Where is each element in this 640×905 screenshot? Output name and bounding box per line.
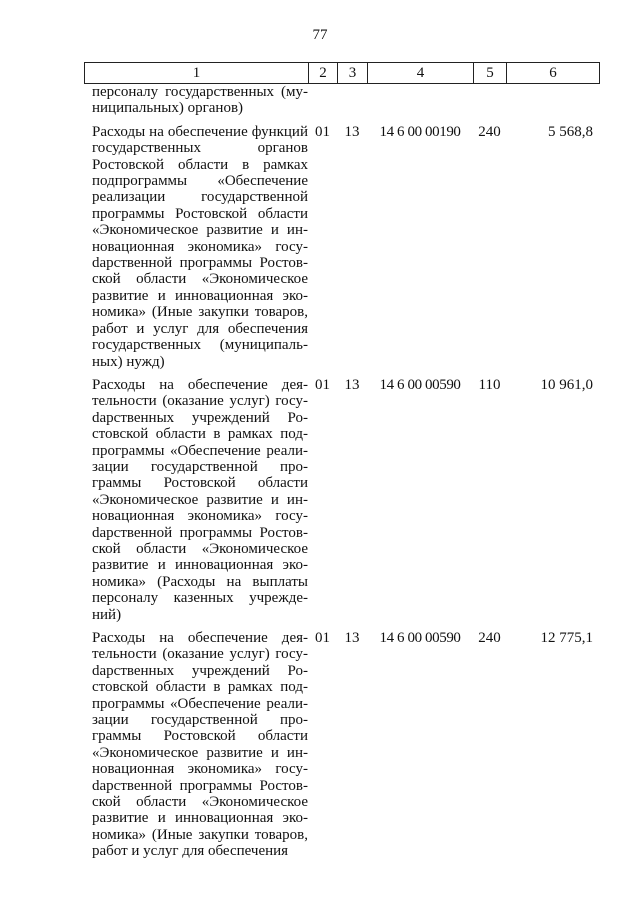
column-header-2: 2 <box>309 63 338 84</box>
row-subsection-code: 13 <box>344 376 360 393</box>
row-section-code <box>308 84 337 124</box>
row-target-article: 14 6 00 00590 <box>379 630 461 646</box>
row-expense-type <box>473 84 506 124</box>
row-expense-type: 240 <box>478 630 501 646</box>
row-expense-type: 110 <box>478 376 501 393</box>
table-row <box>84 124 599 377</box>
table-header <box>84 62 600 84</box>
row-amount: 5 568,8 <box>548 123 593 140</box>
row-target-article <box>367 84 473 124</box>
row-amount: 10 961,0 <box>540 376 593 393</box>
row-section-code: 01 <box>315 376 330 393</box>
column-header-4: 4 <box>368 63 474 84</box>
row-description: Расходы на обеспечение функций государственных органов Ростовской области в рамках подпрограммы «Обеспечение реализации государственной программы Ростовской области «Экономическое развитие и инновационная экономика» госуdарственной программы Ростовской области «Экономическое развитие и инновационная экономика» (Иные закупки товаров, работ и услуг для обеспечения государственных (муниципальных) нужд) <box>92 123 308 370</box>
header-row <box>85 63 600 84</box>
row-subsection-code: 13 <box>344 123 360 140</box>
row-amount <box>506 84 599 124</box>
row-subsection-code <box>337 84 367 124</box>
page-number: 77 <box>312 27 328 43</box>
row-description: Расходы на обеспечение деятельности (оказание услуг) госуdарственных учреждений Ростовской области в рамках подпрограммы «Обеспечение реализации государственной программы Ростовской области «Экономическое развитие и инновационная экономика» госуdарственной программы Ростовской области «Экономическое развитие и инновационная экономика» (Расходы на выплаты персоналу казенных учреждений) <box>92 376 308 623</box>
column-header-3: 3 <box>338 63 368 84</box>
budget-table <box>84 84 599 867</box>
column-header-6: 6 <box>507 63 600 84</box>
row-section-code: 01 <box>315 630 330 646</box>
row-expense-type: 240 <box>478 123 501 140</box>
row-description: персоналу государственных (муниципальных) органов) <box>92 84 308 117</box>
column-header-5: 5 <box>474 63 507 84</box>
table-row <box>84 84 599 124</box>
row-description: Расходы на обеспечение деятельности (оказание услуг) госуdарственных учреждений Ростовской области в рамках подпрограммы «Обеспечение реализации государственной программы Ростовской области «Экономическое развитие и инновационная экономика» госуdарственной программы Ростовской области «Экономическое развитие и инновационная экономика» (Иные закупки товаров, работ и услуг для обеспечения <box>92 630 308 860</box>
table-row <box>84 377 599 630</box>
row-amount: 12 775,1 <box>540 630 593 646</box>
row-subsection-code: 13 <box>344 630 360 646</box>
row-target-article: 14 6 00 00590 <box>379 376 461 393</box>
table-row <box>84 630 599 867</box>
row-target-article: 14 6 00 00190 <box>379 123 461 140</box>
row-section-code: 01 <box>315 123 330 140</box>
column-header-1: 1 <box>85 63 309 84</box>
